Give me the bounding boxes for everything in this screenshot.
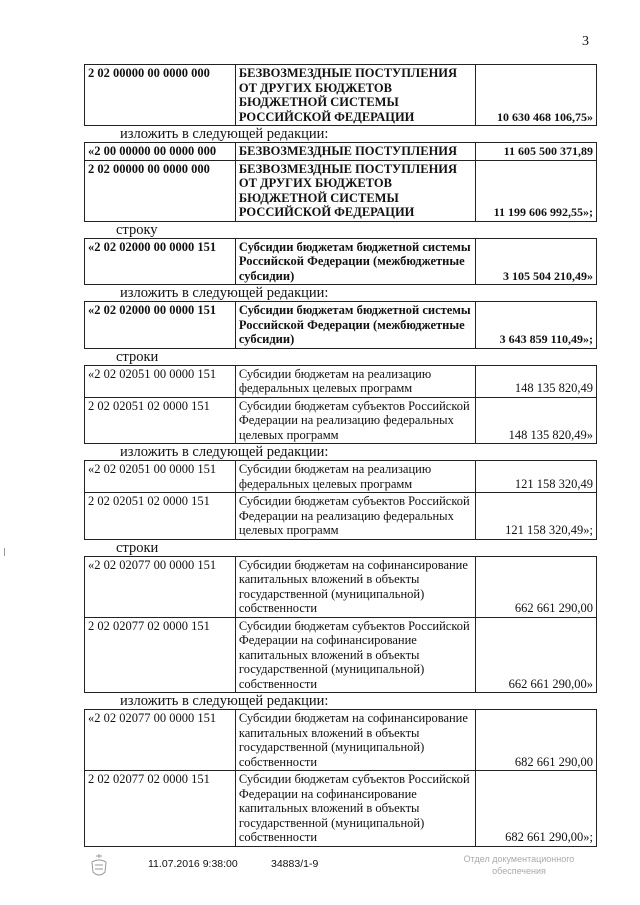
stamp-line-2: обеспечения	[492, 866, 546, 876]
description-cell: БЕЗВОЗМЕЗДНЫЕ ПОСТУПЛЕНИЯ	[235, 143, 475, 161]
budget-code-cell: 2 02 02077 02 0000 151	[85, 617, 236, 693]
amount-cell: 121 158 320,49	[476, 461, 597, 493]
budget-code-cell: «2 00 00000 00 0000 000	[85, 143, 236, 161]
footer-doc-number: 34883/1-9	[271, 858, 319, 870]
budget-code-cell: 2 02 00000 00 0000 000	[85, 65, 236, 126]
amend-label: изложить в следующей редакции:	[120, 444, 329, 460]
budget-code-cell: «2 02 02051 00 0000 151	[85, 365, 236, 397]
stamp-line-1: Отдел документационного	[463, 854, 575, 864]
footer-stamp	[444, 853, 594, 877]
budget-table	[84, 301, 597, 349]
budget-table	[84, 64, 597, 126]
amend-label: изложить в следующей редакции:	[120, 693, 329, 709]
emblem-icon	[88, 852, 110, 880]
description-cell: Субсидии бюджетам бюджетной системы Российской Федерации (межбюджетные субсидии)	[235, 302, 475, 349]
description-cell: Субсидии бюджетам субъектов Российской Федерации на софинансирование капитальных вложений в объекты государственной (муниципальной) собственности	[235, 617, 475, 693]
table-row	[85, 710, 597, 771]
budget-code-cell: «2 02 02051 00 0000 151	[85, 461, 236, 493]
table-row	[85, 365, 597, 397]
amount-cell: 662 661 290,00	[476, 556, 597, 617]
amount-cell: 148 135 820,49»	[476, 397, 597, 444]
budget-table	[84, 460, 597, 540]
budget-table	[84, 556, 597, 694]
table-row	[85, 771, 597, 847]
amount-cell: 11 199 606 992,55»;	[476, 160, 597, 221]
description-cell: Субсидии бюджетам на софинансирование капитальных вложений в объекты государственной (муниципальной) собственности	[235, 556, 475, 617]
table-row	[85, 493, 597, 540]
description-cell: Субсидии бюджетам на софинансирование капитальных вложений в объекты государственной (муниципальной) собственности	[235, 710, 475, 771]
table-row	[85, 556, 597, 617]
budget-table	[84, 709, 597, 847]
amend-label: изложить в следующей редакции:	[120, 285, 329, 301]
description-cell: Субсидии бюджетам субъектов Российской Федерации на реализацию федеральных целевых программ	[235, 397, 475, 444]
amount-cell: 3 643 859 110,49»;	[476, 302, 597, 349]
table-row	[85, 238, 597, 285]
budget-code-cell: 2 02 02051 02 0000 151	[85, 397, 236, 444]
page-footer	[0, 852, 640, 892]
document-body	[84, 64, 597, 847]
table-row	[85, 302, 597, 349]
amount-cell: 682 661 290,00»;	[476, 771, 597, 847]
table-row	[85, 461, 597, 493]
budget-code-cell: 2 02 00000 00 0000 000	[85, 160, 236, 221]
amount-cell: 662 661 290,00»	[476, 617, 597, 693]
budget-code-cell: 2 02 02051 02 0000 151	[85, 493, 236, 540]
table-row	[85, 160, 597, 221]
side-mark	[4, 548, 5, 556]
budget-table	[84, 142, 597, 222]
section-label: строку	[116, 221, 158, 238]
page-number: 3	[582, 34, 589, 49]
description-cell: Субсидии бюджетам на реализацию федеральных целевых программ	[235, 461, 475, 493]
table-row	[85, 143, 597, 161]
budget-table	[84, 238, 597, 286]
footer-datetime: 11.07.2016 9:38:00	[148, 858, 238, 870]
description-cell: Субсидии бюджетам субъектов Российской Федерации на реализацию федеральных целевых программ	[235, 493, 475, 540]
description-cell: Субсидии бюджетам на реализацию федеральных целевых программ	[235, 365, 475, 397]
table-row	[85, 617, 597, 693]
description-cell: БЕЗВОЗМЕЗДНЫЕ ПОСТУПЛЕНИЯ ОТ ДРУГИХ БЮДЖЕТОВ БЮДЖЕТНОЙ СИСТЕМЫ РОССИЙСКОЙ ФЕДЕРАЦИИ	[235, 65, 475, 126]
description-cell: Субсидии бюджетам бюджетной системы Российской Федерации (межбюджетные субсидии)	[235, 238, 475, 285]
table-row	[85, 65, 597, 126]
budget-code-cell: «2 02 02077 00 0000 151	[85, 710, 236, 771]
section-label: строки	[116, 539, 159, 556]
budget-code-cell: «2 02 02000 00 0000 151	[85, 238, 236, 285]
amount-cell: 3 105 504 210,49»	[476, 238, 597, 285]
budget-code-cell: «2 02 02000 00 0000 151	[85, 302, 236, 349]
amount-cell: 121 158 320,49»;	[476, 493, 597, 540]
description-cell: БЕЗВОЗМЕЗДНЫЕ ПОСТУПЛЕНИЯ ОТ ДРУГИХ БЮДЖЕТОВ БЮДЖЕТНОЙ СИСТЕМЫ РОССИЙСКОЙ ФЕДЕРАЦИИ	[235, 160, 475, 221]
amount-cell: 148 135 820,49	[476, 365, 597, 397]
amount-cell: 682 661 290,00	[476, 710, 597, 771]
section-label: строки	[116, 348, 159, 365]
description-cell: Субсидии бюджетам субъектов Российской Федерации на софинансирование капитальных вложений в объекты государственной (муниципальной) собственности	[235, 771, 475, 847]
budget-code-cell: «2 02 02077 00 0000 151	[85, 556, 236, 617]
amend-label: изложить в следующей редакции:	[120, 126, 329, 142]
table-row	[85, 397, 597, 444]
budget-code-cell: 2 02 02077 02 0000 151	[85, 771, 236, 847]
budget-table	[84, 365, 597, 445]
amount-cell: 11 605 500 371,89	[476, 143, 597, 161]
amount-cell: 10 630 468 106,75»	[476, 65, 597, 126]
